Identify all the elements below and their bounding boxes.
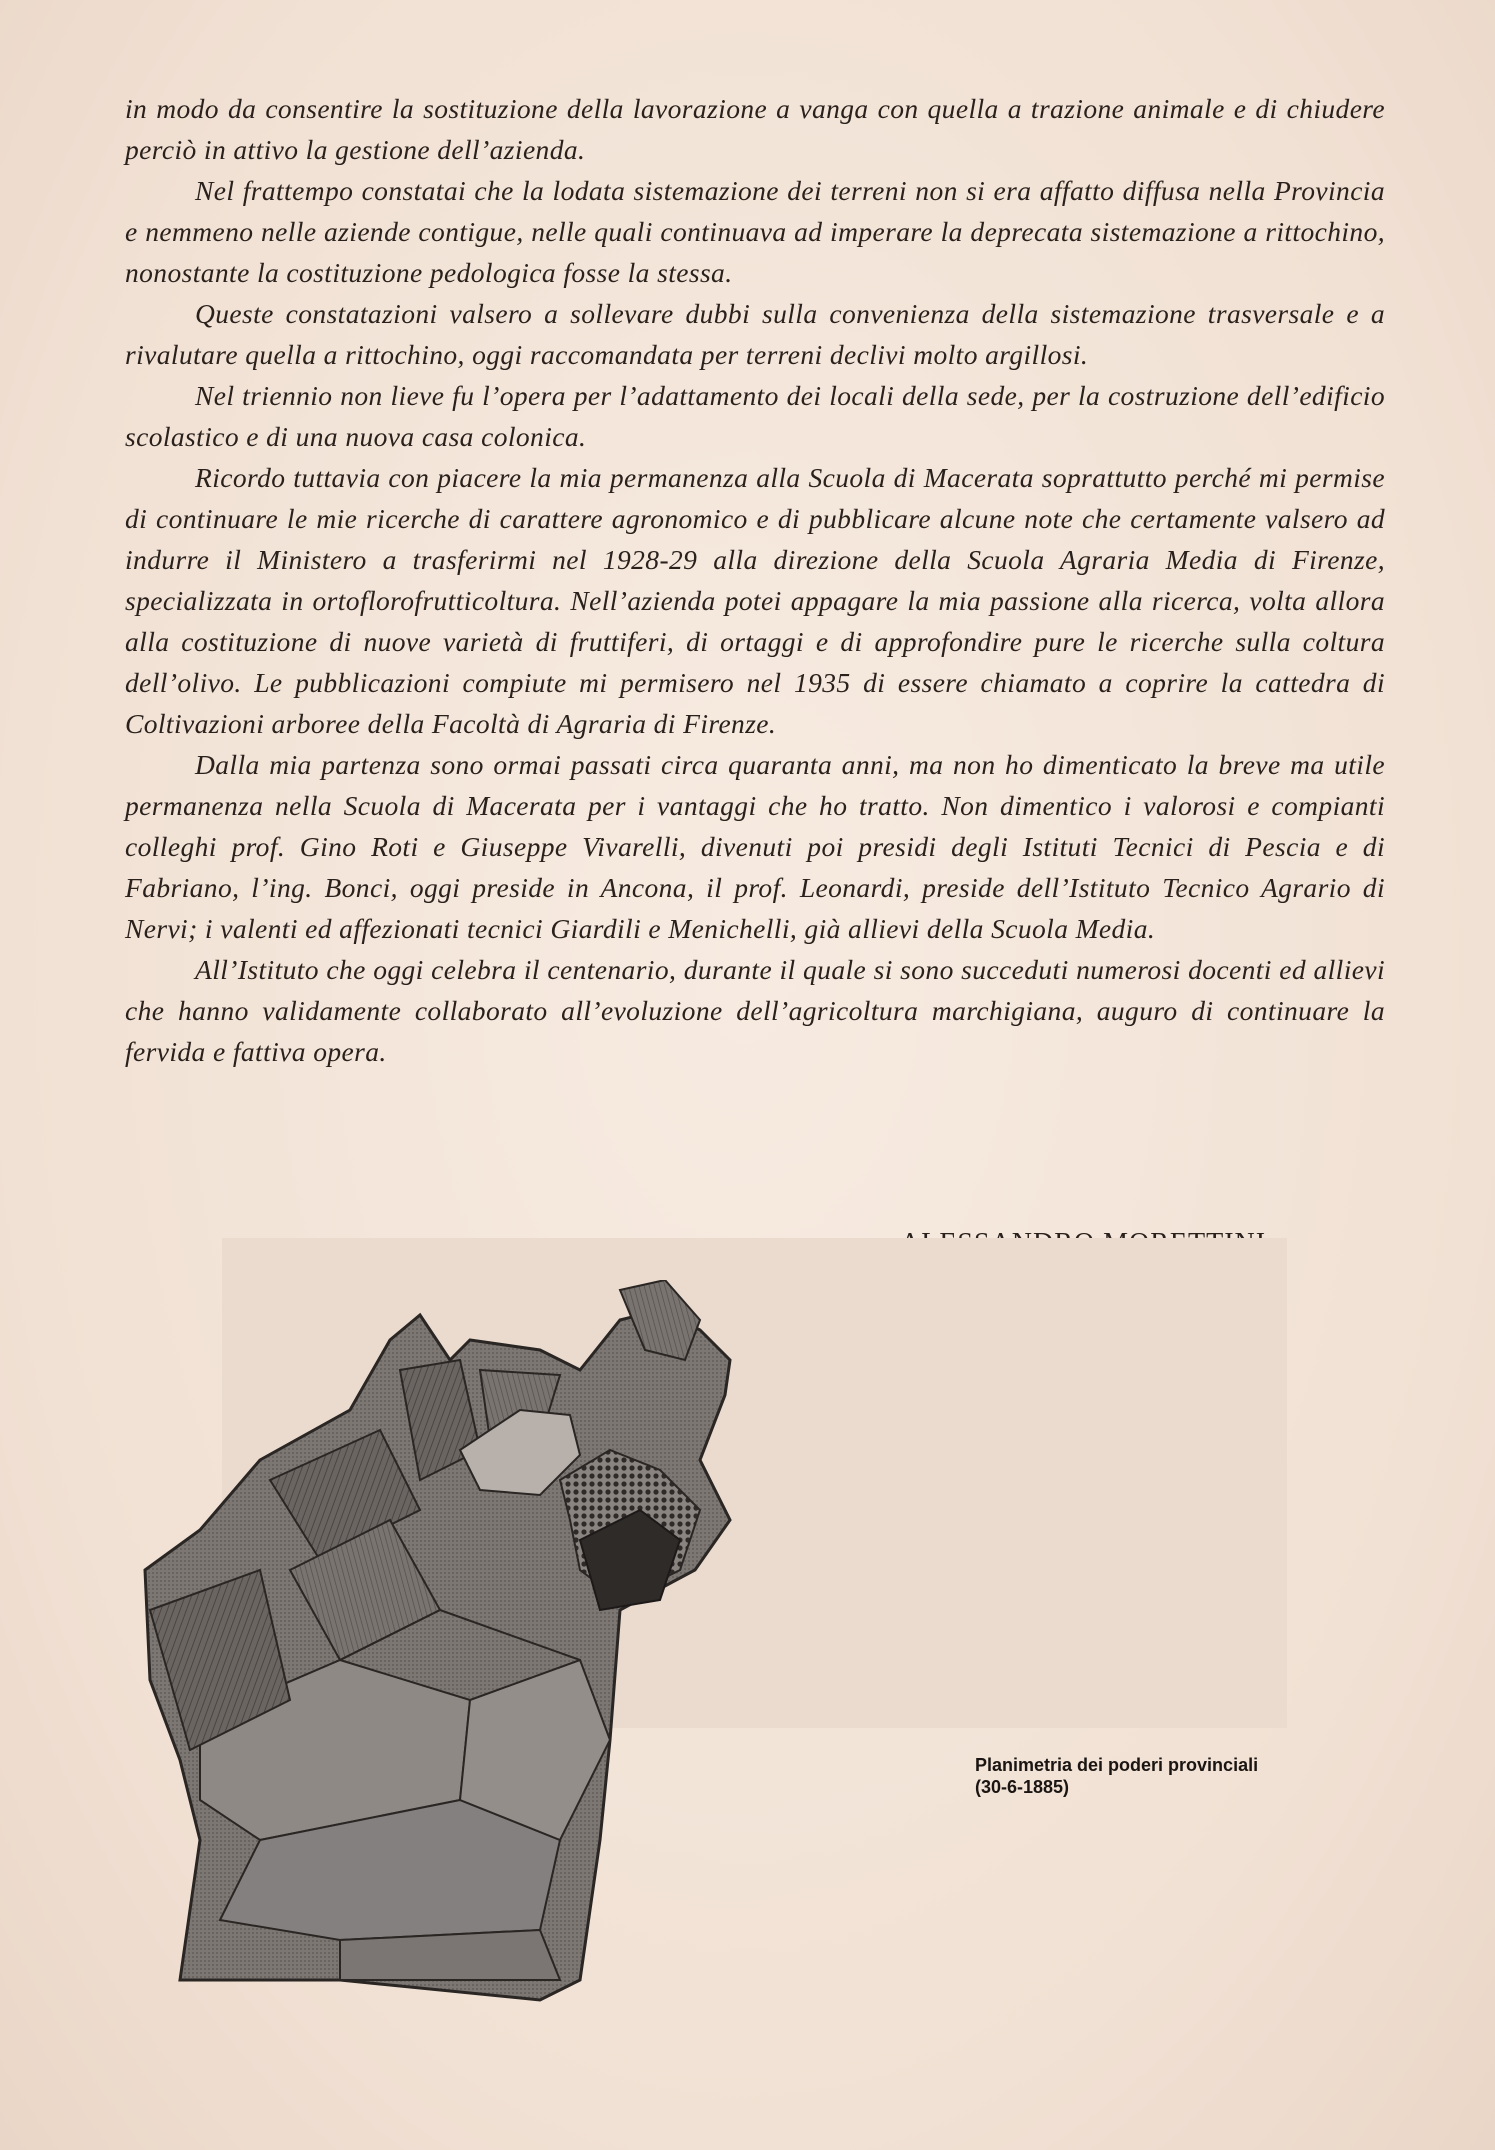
caption-title: Planimetria dei poderi provinciali (975, 1755, 1259, 1775)
figure-caption (975, 1754, 1315, 1798)
paragraph-2: Nel frattempo constatai che la lodata sistemazione dei terreni non si era affatto diffusa nella Provincia e nemmeno nelle aziende contigue, nelle quali continuava ad imperare la deprecata sistemazione a rittochino, nonostante la costituzione pedologica fosse la stessa. (125, 175, 1385, 288)
paragraph-1: in modo da consentire la sostituzione della lavorazione a vanga con quella a trazione animale e di chiudere perciò in attivo la gestione dell’azienda. (125, 93, 1385, 165)
paragraph-4: Nel triennio non lieve fu l’opera per l’adattamento dei locali della sede, per la costruzione dell’edificio scolastico e di una nuova casa colonica. (125, 380, 1385, 452)
paragraph-5: Ricordo tuttavia con piacere la mia permanenza alla Scuola di Macerata soprattutto perché mi permise di continuare le mie ricerche di carattere agronomico e di pubblicare alcune note che certamente valsero ad indurre il Ministero a trasferirmi nel 1928-29 alla direzione della Scuola Agraria Media di Firenze, specializzata in ortoflorofrutticoltura. Nell’azienda potei appagare la mia passione alla ricerca, volta allora alla costituzione di nuove varietà di fruttiferi, di ortaggi e di approfondire pure le ricerche sulla coltura dell’olivo. Le pubblicazioni compiute mi permisero nel 1935 di essere chiamato a coprire la cattedra di Coltivazioni arboree della Facoltà di Agraria di Firenze. (125, 462, 1385, 739)
paragraph-7: All’Istituto che oggi celebra il centenario, durante il quale si sono succeduti numerosi docenti ed allievi che hanno validamente collaborato all’evoluzione dell’agricoltura marchigiana, auguro di continuare la fervida e fattiva opera. (125, 954, 1385, 1067)
caption-date: (30-6-1885) (975, 1777, 1070, 1797)
article-body (125, 88, 1385, 1072)
estate-plan-map (140, 1280, 930, 2020)
paragraph-6: Dalla mia partenza sono ormai passati circa quaranta anni, ma non ho dimenticato la breve ma utile permanenza nella Scuola di Macerata per i vantaggi che ho tratto. Non dimentico i valorosi e compianti colleghi prof. Gino Roti e Giuseppe Vivarelli, divenuti poi presidi degli Istituti Tecnici di Pescia e di Fabriano, l’ing. Bonci, oggi preside in Ancona, il prof. Leonardi, preside dell’Istituto Tecnico Agrario di Nervi; i valenti ed affezionati tecnici Giardili e Menichelli, già allievi della Scuola Media. (125, 749, 1385, 944)
paragraph-3: Queste constatazioni valsero a sollevare dubbi sulla convenienza della sistemazione trasversale e a rivalutare quella a rittochino, oggi raccomandata per terreni declivi molto argillosi. (125, 298, 1385, 370)
